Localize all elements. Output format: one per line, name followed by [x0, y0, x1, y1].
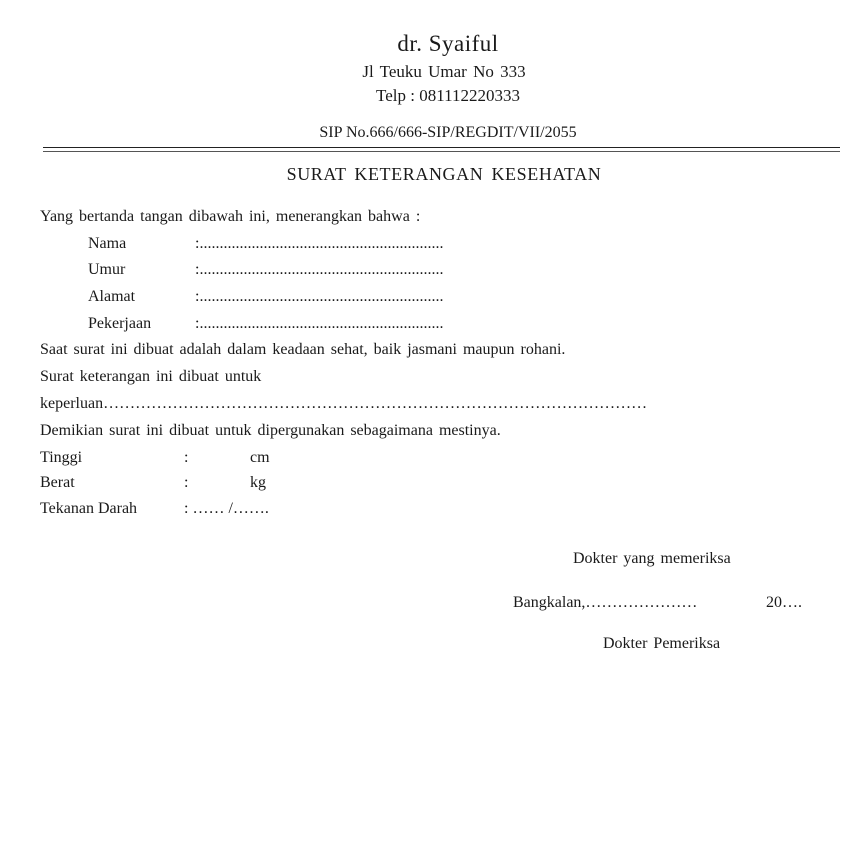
measure-colon-tinggi: :	[184, 449, 189, 466]
signature-heading: Dokter yang memeriksa	[573, 550, 731, 567]
measure-unit-berat: kg	[250, 474, 266, 491]
measure-colon-berat: :	[184, 474, 189, 491]
doctor-name: dr. Syaiful	[397, 31, 499, 56]
purpose-statement-line1: Surat keterangan ini dibuat untuk	[40, 368, 262, 385]
health-statement: Saat surat ini dibuat adalah dalam keadaan sehat, baik jasmani maupun rohani.	[40, 341, 566, 358]
field-blank-pekerjaan: :.............................................................	[195, 315, 444, 332]
measure-blank-tekanan-darah: : …… /…….	[184, 500, 269, 517]
purpose-statement-line2: keperluan…………………………………………………………………………………………	[40, 395, 648, 412]
field-label-alamat: Alamat	[88, 288, 136, 305]
clinic-phone: Telp : 081112220333	[376, 86, 520, 105]
license-number: SIP No.666/666-SIP/REGDIT/VII/2055	[319, 124, 577, 141]
signature-year: 20….	[766, 594, 802, 611]
header-divider-thin	[43, 151, 840, 152]
field-blank-umur: :.............................................................	[195, 261, 444, 278]
measure-label-tekanan-darah: Tekanan Darah	[40, 500, 138, 517]
field-label-umur: Umur	[88, 261, 126, 278]
clinic-address: Jl Teuku Umar No 333	[362, 62, 526, 81]
field-label-nama: Nama	[88, 235, 127, 252]
header-divider-thick	[43, 147, 840, 148]
field-blank-nama: :.............................................................	[195, 235, 444, 252]
signature-place-date: Bangkalan,…………………	[513, 594, 698, 611]
document-title: SURAT KETERANGAN KESEHATAN	[286, 164, 602, 184]
closing-statement: Demikian surat ini dibuat untuk dipergunakan sebagaimana mestinya.	[40, 422, 501, 439]
field-blank-alamat: :.............................................................	[195, 288, 444, 305]
measure-label-berat: Berat	[40, 474, 75, 491]
field-label-pekerjaan: Pekerjaan	[88, 315, 152, 332]
measure-unit-tinggi: cm	[250, 449, 270, 466]
measure-label-tinggi: Tinggi	[40, 449, 83, 466]
intro-line: Yang bertanda tangan dibawah ini, menerangkan bahwa :	[40, 208, 421, 225]
signature-name: Dokter Pemeriksa	[603, 635, 721, 652]
